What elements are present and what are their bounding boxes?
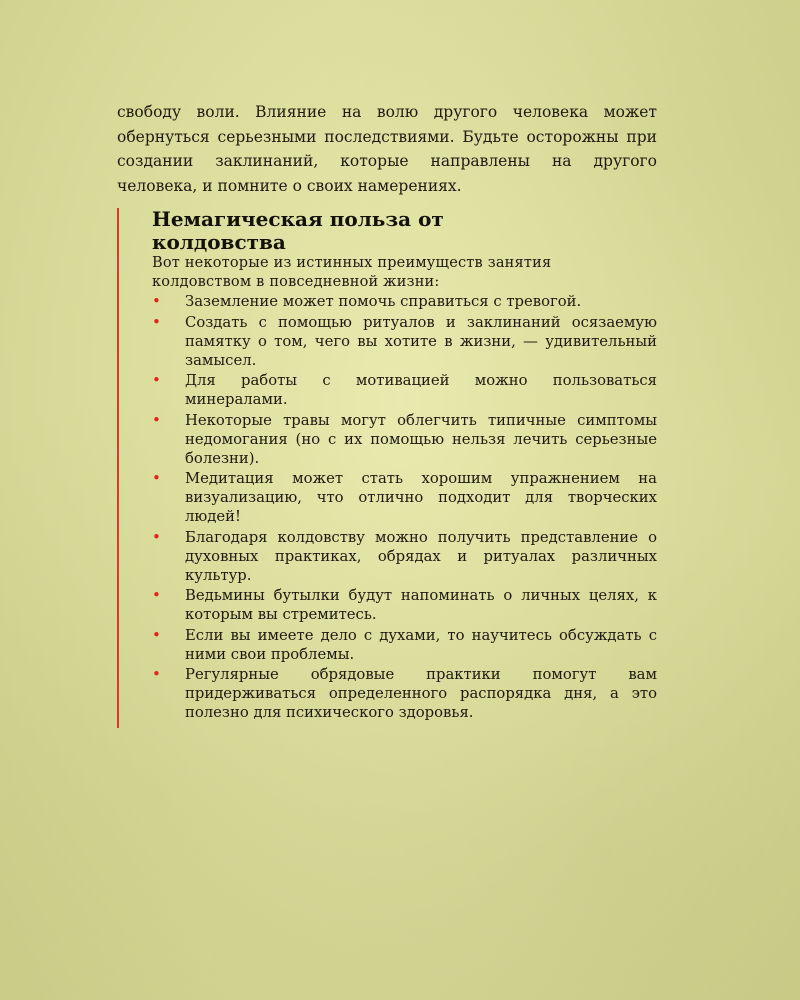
list-item	[152, 292, 657, 311]
list-item	[152, 371, 657, 409]
list-item-text: Создать с помощью ритуалов и заклинаний осязаемую памятку о том, чего вы хотите в жизни, — удивительный замысел.	[185, 313, 657, 369]
bullet-icon: •	[152, 527, 161, 546]
bullet-icon: •	[152, 665, 161, 683]
benefits-list	[152, 292, 657, 722]
list-item	[152, 626, 657, 664]
bullet-icon: •	[152, 586, 161, 604]
list-item	[152, 469, 657, 526]
list-item-text: Некоторые травы могут облегчить типичные симптомы недомогания (но с их помощью нельзя лечить серьезные болезни).	[185, 411, 657, 467]
sidebar-title: Немагическая польза от колдовства	[152, 207, 444, 254]
list-item-text: Регулярные обрядовые практики помогут вам придерживаться определенного распорядка дня, а это полезно для психического здоровья.	[185, 666, 657, 721]
list-item-text: Заземление может помочь справиться с тревогой.	[185, 293, 582, 310]
list-item-text: Для работы с мотивацией можно пользоваться минералами.	[185, 372, 657, 408]
intro-paragraph: свободу воли. Влияние на волю другого человека может обернуться серьезными последствиями. Будьте осторожны при создании заклинаний, которые направлены на другого человека, и помните о своих намерениях.	[117, 103, 657, 195]
bullet-icon: •	[152, 469, 161, 487]
list-item-text: Медитация может стать хорошим упражнением на визуализацию, что отлично подходит для творческих людей!	[185, 470, 657, 525]
bullet-icon: •	[152, 625, 161, 644]
sidebar-content	[152, 208, 657, 724]
bullet-icon: •	[152, 312, 161, 331]
list-item-text: Ведьмины бутылки будут напоминать о личных целях, к которым вы стремитесь.	[185, 587, 657, 623]
list-item	[152, 313, 657, 370]
sidebar-lead: Вот некоторые из истинных преимуществ занятия колдовством в повседневной жизни:	[152, 255, 552, 290]
list-item	[152, 528, 657, 585]
bullet-icon: •	[152, 371, 161, 389]
bullet-icon: •	[152, 410, 161, 429]
list-item	[152, 586, 657, 624]
list-item	[152, 411, 657, 468]
bullet-icon: •	[152, 292, 161, 310]
list-item-text: Если вы имеете дело с духами, то научитесь обсуждать с ними свои проблемы.	[185, 626, 657, 663]
list-item-text: Благодаря колдовству можно получить представление о духовных практиках, обрядах и ритуалах различных культур.	[185, 528, 657, 584]
sidebar-box	[117, 208, 664, 728]
list-item	[152, 665, 657, 722]
